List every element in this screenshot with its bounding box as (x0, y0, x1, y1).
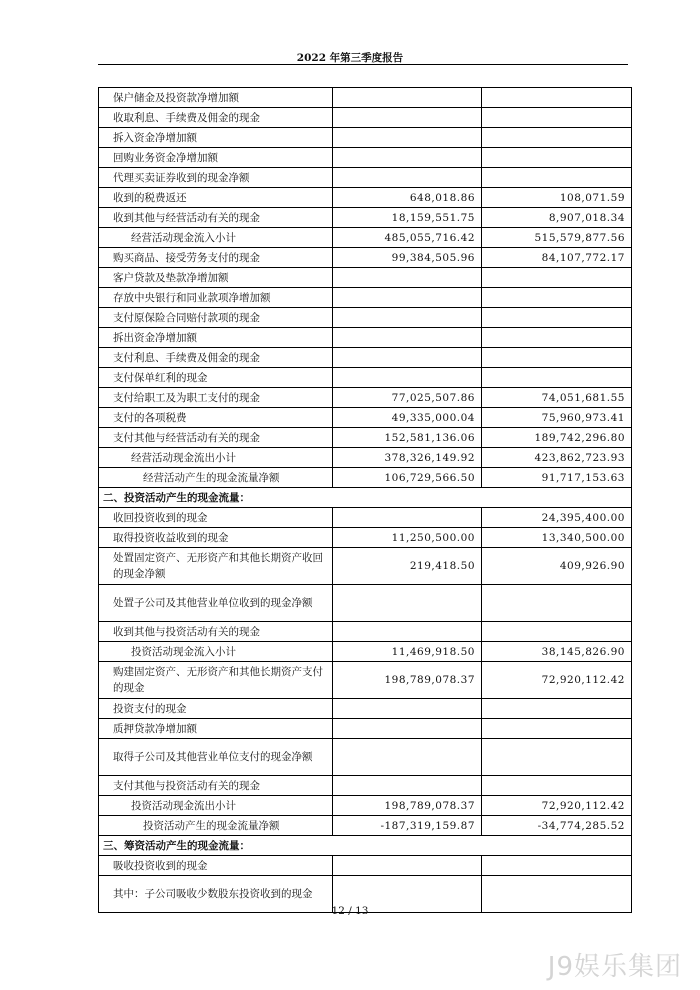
table-row (99, 796, 632, 816)
prior-period-value (482, 148, 632, 168)
prior-period-value (482, 288, 632, 308)
table-row (99, 88, 632, 108)
current-period-value (333, 328, 482, 348)
current-period-value (333, 268, 482, 288)
table-row (99, 248, 632, 268)
table-row (99, 108, 632, 128)
table-row (99, 448, 632, 468)
line-item-label: 取得投资收益收到的现金 (99, 528, 333, 548)
current-period-value: -187,319,159.87 (333, 816, 482, 836)
prior-period-value: 409,926.90 (482, 548, 632, 585)
table-row (99, 488, 632, 508)
current-period-value (333, 308, 482, 328)
table-row (99, 348, 632, 368)
current-period-value: 11,250,500.00 (333, 528, 482, 548)
table-row (99, 188, 632, 208)
line-item-label: 支付保单红利的现金 (99, 368, 333, 388)
current-period-value (333, 776, 482, 796)
prior-period-value: 75,960,973.41 (482, 408, 632, 428)
prior-period-value (482, 128, 632, 148)
prior-period-value (482, 719, 632, 739)
current-period-value: 106,729,566.50 (333, 468, 482, 488)
current-period-value (333, 288, 482, 308)
prior-period-value: 13,340,500.00 (482, 528, 632, 548)
prior-period-value (482, 108, 632, 128)
table-row (99, 288, 632, 308)
table-row (99, 816, 632, 836)
current-period-value (333, 699, 482, 719)
table-row (99, 528, 632, 548)
prior-period-value (482, 348, 632, 368)
current-period-value (333, 148, 482, 168)
line-item-label: 支付给职工及为职工支付的现金 (99, 388, 333, 408)
current-period-value (333, 856, 482, 876)
header-divider (98, 64, 628, 65)
line-item-label: 投资活动现金流入小计 (99, 642, 333, 662)
report-title: 2022 年第三季度报告 (296, 52, 404, 64)
current-period-value: 77,025,507.86 (333, 388, 482, 408)
line-item-label: 收取利息、手续费及佣金的现金 (99, 108, 333, 128)
line-item-label: 支付的各项税费 (99, 408, 333, 428)
current-period-value: 152,581,136.06 (333, 428, 482, 448)
table-row (99, 328, 632, 348)
line-item-label: 拆出资金净增加额 (99, 328, 333, 348)
prior-period-value: 108,071.59 (482, 188, 632, 208)
current-period-value: 18,159,551.75 (333, 208, 482, 228)
table-row (99, 468, 632, 488)
current-period-value (333, 168, 482, 188)
table-row (99, 208, 632, 228)
prior-period-value (482, 308, 632, 328)
prior-period-value: 74,051,681.55 (482, 388, 632, 408)
table-row (99, 739, 632, 776)
table-row (99, 428, 632, 448)
line-item-label: 质押贷款净增加额 (99, 719, 333, 739)
line-item-label: 代理买卖证券收到的现金净额 (99, 168, 333, 188)
page-number: 12 / 13 (331, 905, 369, 917)
line-item-label: 投资活动现金流出小计 (99, 796, 333, 816)
line-item-label: 拆入资金净增加额 (99, 128, 333, 148)
line-item-label: 支付原保险合同赔付款项的现金 (99, 308, 333, 328)
current-period-value: 648,018.86 (333, 188, 482, 208)
line-item-label: 收到的税费返还 (99, 188, 333, 208)
current-period-value: 198,789,078.37 (333, 662, 482, 699)
line-item-label: 购建固定资产、无形资产和其他长期资产支付的现金 (99, 662, 333, 699)
line-item-label: 保户储金及投资款净增加额 (99, 88, 333, 108)
prior-period-value: 72,920,112.42 (482, 796, 632, 816)
prior-period-value: 24,395,400.00 (482, 508, 632, 528)
table-row (99, 408, 632, 428)
line-item-label: 支付其他与投资活动有关的现金 (99, 776, 333, 796)
prior-period-value (482, 622, 632, 642)
prior-period-value (482, 168, 632, 188)
current-period-value (333, 622, 482, 642)
line-item-label: 处置子公司及其他营业单位收到的现金净额 (99, 585, 333, 622)
table-row (99, 622, 632, 642)
line-item-label: 收到其他与投资活动有关的现金 (99, 622, 333, 642)
current-period-value: 49,335,000.04 (333, 408, 482, 428)
table-row (99, 776, 632, 796)
line-item-label: 收回投资收到的现金 (99, 508, 333, 528)
line-item-label: 存放中央银行和同业款项净增加额 (99, 288, 333, 308)
current-period-value (333, 108, 482, 128)
table-row (99, 548, 632, 585)
prior-period-value (482, 328, 632, 348)
table-row (99, 368, 632, 388)
prior-period-value: 515,579,877.56 (482, 228, 632, 248)
prior-period-value (482, 776, 632, 796)
line-item-label: 其中：子公司吸收少数股东投资收到的现金 (99, 876, 333, 913)
prior-period-value (482, 88, 632, 108)
table-row (99, 856, 632, 876)
prior-period-value: -34,774,285.52 (482, 816, 632, 836)
cash-flow-table-body (99, 88, 632, 913)
line-item-label: 投资活动产生的现金流量净额 (99, 816, 333, 836)
current-period-value (333, 128, 482, 148)
current-period-value (333, 88, 482, 108)
line-item-label: 经营活动产生的现金流量净额 (99, 468, 333, 488)
table-row (99, 508, 632, 528)
current-period-value: 11,469,918.50 (333, 642, 482, 662)
current-period-value (333, 508, 482, 528)
prior-period-value (482, 268, 632, 288)
prior-period-value: 38,145,826.90 (482, 642, 632, 662)
table-row (99, 719, 632, 739)
current-period-value (333, 585, 482, 622)
table-row (99, 585, 632, 622)
prior-period-value (482, 739, 632, 776)
line-item-label: 经营活动现金流入小计 (99, 228, 333, 248)
prior-period-value: 84,107,772.17 (482, 248, 632, 268)
prior-period-value (482, 699, 632, 719)
current-period-value: 378,326,149.92 (333, 448, 482, 468)
table-row (99, 168, 632, 188)
current-period-value (333, 739, 482, 776)
prior-period-value: 72,920,112.42 (482, 662, 632, 699)
line-item-label: 支付其他与经营活动有关的现金 (99, 428, 333, 448)
line-item-label: 购买商品、接受劳务支付的现金 (99, 248, 333, 268)
table-row (99, 148, 632, 168)
section-heading: 二、投资活动产生的现金流量： (99, 488, 632, 508)
line-item-label: 吸收投资收到的现金 (99, 856, 333, 876)
current-period-value (333, 368, 482, 388)
current-period-value (333, 719, 482, 739)
line-item-label: 客户贷款及垫款净增加额 (99, 268, 333, 288)
current-period-value: 219,418.50 (333, 548, 482, 585)
table-row (99, 228, 632, 248)
prior-period-value: 423,862,723.93 (482, 448, 632, 468)
line-item-label: 处置固定资产、无形资产和其他长期资产收回的现金净额 (99, 548, 333, 585)
cash-flow-table (98, 87, 632, 913)
line-item-label: 经营活动现金流出小计 (99, 448, 333, 468)
table-row (99, 308, 632, 328)
prior-period-value (482, 368, 632, 388)
prior-period-value: 91,717,153.63 (482, 468, 632, 488)
table-row (99, 642, 632, 662)
current-period-value (333, 348, 482, 368)
current-period-value: 198,789,078.37 (333, 796, 482, 816)
prior-period-value: 189,742,296.80 (482, 428, 632, 448)
table-row (99, 836, 632, 856)
current-period-value: 99,384,505.96 (333, 248, 482, 268)
section-heading: 三、筹资活动产生的现金流量： (99, 836, 632, 856)
line-item-label: 投资支付的现金 (99, 699, 333, 719)
table-row (99, 268, 632, 288)
line-item-label: 回购业务资金净增加额 (99, 148, 333, 168)
line-item-label: 取得子公司及其他营业单位支付的现金净额 (99, 739, 333, 776)
line-item-label: 支付利息、手续费及佣金的现金 (99, 348, 333, 368)
prior-period-value (482, 585, 632, 622)
table-row (99, 388, 632, 408)
prior-period-value (482, 856, 632, 876)
prior-period-value: 8,907,018.34 (482, 208, 632, 228)
watermark: J9娱乐集团 (547, 952, 682, 982)
table-row (99, 699, 632, 719)
line-item-label: 收到其他与经营活动有关的现金 (99, 208, 333, 228)
table-row (99, 662, 632, 699)
table-row (99, 128, 632, 148)
current-period-value: 485,055,716.42 (333, 228, 482, 248)
